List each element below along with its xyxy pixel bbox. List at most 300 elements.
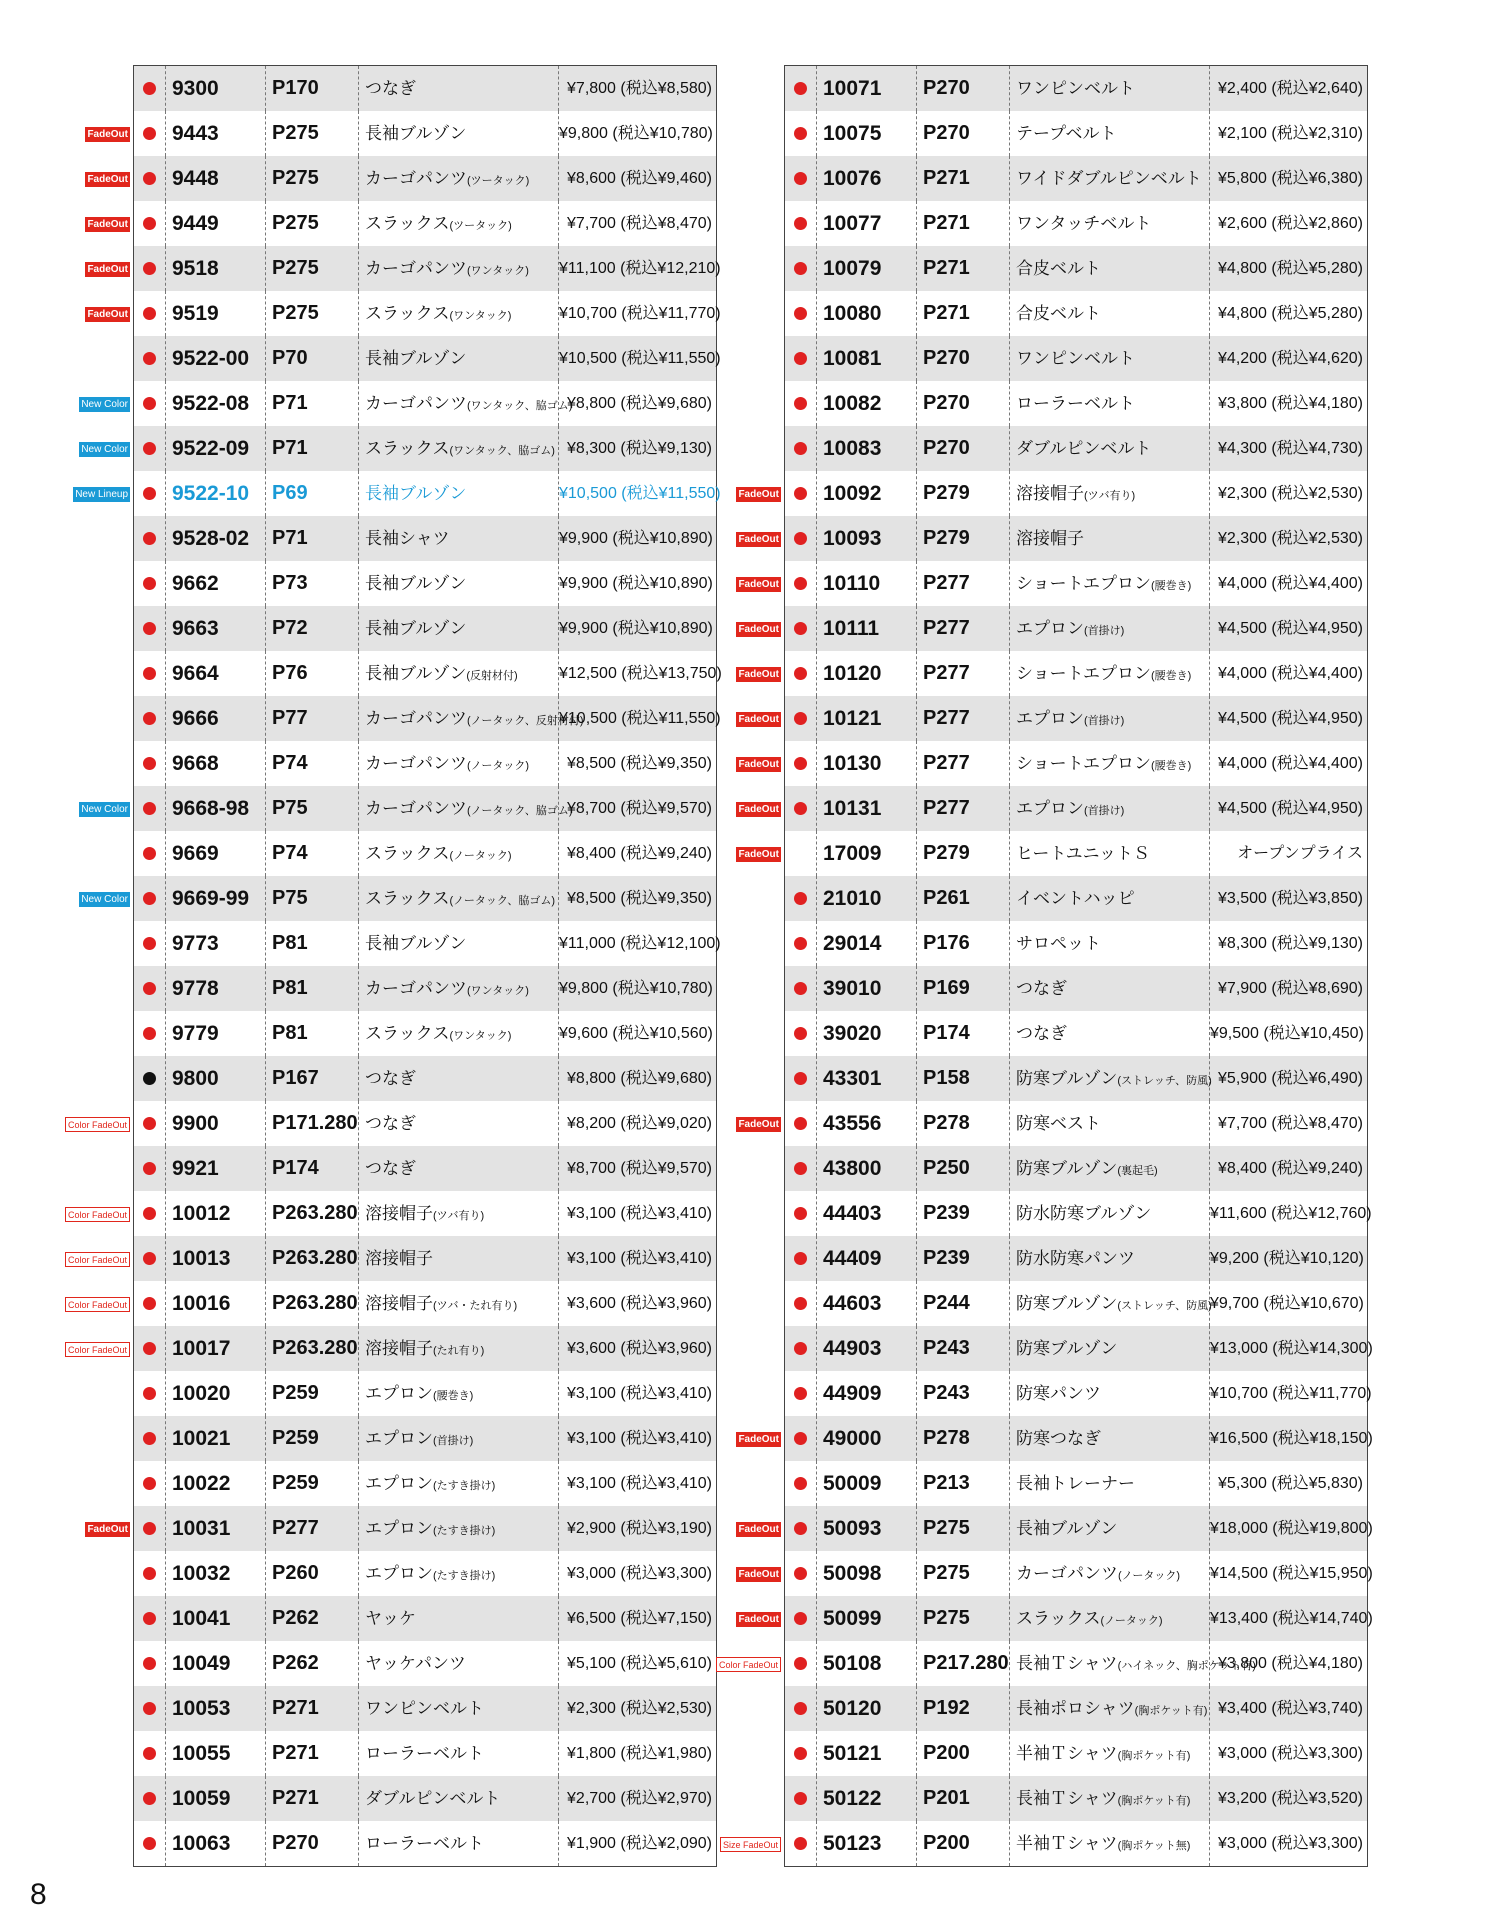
table-row (75, 471, 721, 516)
product-code: 10017 (166, 1326, 266, 1371)
catalog-page: P262 (266, 1596, 359, 1641)
table-row (785, 1281, 1367, 1326)
price: ¥7,800 (税込¥8,580) (567, 80, 712, 97)
price: ¥2,100 (税込¥2,310) (1218, 125, 1363, 142)
table-row (134, 696, 721, 741)
status-dot-cell (785, 1686, 817, 1731)
table-row (134, 1551, 716, 1596)
table-row (67, 1326, 716, 1371)
product-code: 10082 (817, 381, 917, 426)
status-dot-cell (785, 1101, 817, 1146)
product-code: 39010 (817, 966, 917, 1011)
status-dot-cell (134, 606, 166, 651)
table-row (785, 1011, 1367, 1056)
status-dot-cell (785, 1371, 817, 1416)
price: ¥3,800 (税込¥4,180) (1218, 395, 1363, 412)
table-row (785, 1731, 1367, 1776)
product-code: 39020 (817, 1011, 917, 1056)
product-name: 長袖ブルゾン (365, 619, 467, 638)
product-code: 10041 (166, 1596, 266, 1641)
product-name: ローラーベルト (365, 1744, 484, 1763)
product-code: 10020 (166, 1371, 266, 1416)
table-row (738, 516, 1367, 561)
status-badge: Size FadeOut (720, 1837, 781, 1852)
table-row (81, 426, 716, 471)
product-name-cell (1010, 606, 1210, 651)
catalog-page: P275 (266, 291, 359, 336)
status-dot-cell (134, 1821, 166, 1866)
catalog-page: P75 (266, 786, 359, 831)
catalog-page: P277 (917, 696, 1010, 741)
product-name-cell (1010, 1056, 1210, 1101)
product-code: 10083 (817, 426, 917, 471)
product-note: (ツバ・たれ有り) (433, 1300, 518, 1312)
status-badge: FadeOut (738, 534, 779, 545)
product-name-cell (359, 201, 559, 246)
status-badge: FadeOut (738, 624, 779, 635)
product-name: ローラーベルト (1016, 394, 1135, 413)
product-name: 防水防寒ブルゾン (1016, 1204, 1152, 1223)
product-name: 防寒ブルゾン (1016, 1159, 1118, 1178)
table-row (718, 1641, 1367, 1686)
product-name: 長袖シャツ (365, 529, 450, 548)
price: ¥9,800 (税込¥10,780) (559, 125, 713, 142)
product-name: ワンピンベルト (1016, 349, 1135, 368)
status-dot-cell (785, 876, 817, 921)
status-dot-icon (143, 1207, 156, 1220)
product-name-cell (359, 786, 573, 831)
status-dot-cell (134, 651, 166, 696)
product-name-cell (1010, 1641, 1256, 1686)
catalog-page: P250 (917, 1146, 1010, 1191)
catalog-page: P169 (917, 966, 1010, 1011)
product-name: スラックス (365, 214, 450, 233)
status-dot-icon (143, 82, 156, 95)
product-code: 49000 (817, 1416, 917, 1461)
status-dot-icon (794, 1342, 807, 1355)
product-name-cell (1010, 1821, 1210, 1866)
table-row (738, 1506, 1373, 1551)
product-name: 溶接帽子 (365, 1339, 433, 1358)
price: ¥6,500 (税込¥7,150) (567, 1610, 712, 1627)
product-name-cell (1010, 1551, 1210, 1596)
status-badge: FadeOut (738, 849, 779, 860)
status-dot-cell (134, 921, 166, 966)
price: ¥12,500 (税込¥13,750) (559, 665, 722, 682)
product-code: 43556 (817, 1101, 917, 1146)
status-dot-icon (794, 847, 807, 860)
catalog-page: P167 (266, 1056, 359, 1101)
status-dot-cell (785, 1056, 817, 1101)
price-table-right (718, 65, 1373, 1867)
product-name-cell (1010, 651, 1210, 696)
table-row (134, 1056, 716, 1101)
catalog-page: P279 (917, 471, 1010, 516)
product-code: 9300 (166, 66, 266, 111)
status-dot-icon (143, 1117, 156, 1130)
product-note: (腰巻き) (433, 1390, 474, 1402)
status-dot-cell (785, 111, 817, 156)
table-row (67, 1101, 716, 1146)
product-name: 長袖ブルゾン (365, 484, 467, 503)
price: ¥9,600 (税込¥10,560) (559, 1025, 713, 1042)
catalog-page: P260 (266, 1551, 359, 1596)
product-name: ワイドダブルピンベルト (1016, 169, 1202, 188)
product-code: 10120 (817, 651, 917, 696)
table-row (134, 1146, 716, 1191)
product-name-cell (359, 1731, 559, 1776)
product-code: 10012 (166, 1191, 266, 1236)
catalog-page: P271 (917, 246, 1010, 291)
status-dot-icon (794, 262, 807, 275)
product-name-cell (1010, 1011, 1210, 1056)
catalog-page: P70 (266, 336, 359, 381)
product-code: 50121 (817, 1731, 917, 1776)
product-code: 10053 (166, 1686, 266, 1731)
price: ¥9,900 (税込¥10,890) (559, 575, 713, 592)
table-row (785, 111, 1367, 156)
product-name-cell (1010, 561, 1210, 606)
status-dot-cell (785, 291, 817, 336)
product-name-cell (359, 1191, 559, 1236)
table-row (134, 741, 716, 786)
status-dot-icon (794, 1612, 807, 1625)
price: ¥4,500 (税込¥4,950) (1218, 800, 1363, 817)
catalog-page: P275 (917, 1596, 1010, 1641)
product-note: (ストレッチ、防風) (1117, 1075, 1212, 1087)
status-badge: FadeOut (738, 714, 779, 725)
status-dot-cell (785, 336, 817, 381)
product-name-cell (1010, 966, 1210, 1011)
product-note: (首掛け) (1084, 715, 1125, 727)
price: ¥1,900 (税込¥2,090) (567, 1835, 712, 1852)
product-name-cell (359, 1281, 559, 1326)
product-name-cell (359, 1056, 559, 1101)
product-name: 長袖トレーナー (1016, 1474, 1135, 1493)
status-badge: FadeOut (738, 804, 779, 815)
catalog-page: P278 (917, 1416, 1010, 1461)
status-dot-cell (785, 201, 817, 246)
product-code: 29014 (817, 921, 917, 966)
product-code: 9522-00 (166, 336, 266, 381)
price: ¥8,600 (税込¥9,460) (567, 170, 712, 187)
price: ¥8,500 (税込¥9,350) (567, 890, 712, 907)
table-row (134, 1776, 716, 1821)
status-badge: New Color (81, 804, 128, 815)
product-name: エプロン (365, 1519, 433, 1538)
status-badge: Color FadeOut (65, 1297, 130, 1312)
catalog-page: P174 (266, 1146, 359, 1191)
table-row (738, 1551, 1373, 1596)
price: ¥8,300 (税込¥9,130) (567, 440, 712, 457)
status-dot-icon (794, 442, 807, 455)
status-dot-cell (785, 786, 817, 831)
price: ¥4,800 (税込¥5,280) (1218, 305, 1363, 322)
status-dot-icon (143, 712, 156, 725)
catalog-page: P271 (917, 291, 1010, 336)
price: ¥3,800 (税込¥4,180) (1218, 1655, 1363, 1672)
catalog-page: P259 (266, 1416, 359, 1461)
catalog-page: P271 (266, 1731, 359, 1776)
product-code: 9669-99 (166, 876, 266, 921)
product-name-cell (1010, 336, 1210, 381)
product-note: (ワンタック) (467, 265, 529, 277)
table-row (738, 651, 1367, 696)
status-dot-cell (785, 966, 817, 1011)
product-name: スラックス (365, 889, 450, 908)
product-name: カーゴパンツ (365, 259, 467, 278)
table-row (785, 426, 1367, 471)
status-dot-icon (794, 1387, 807, 1400)
table-row (785, 1236, 1367, 1281)
product-name-cell (1010, 1686, 1210, 1731)
table-row (134, 1731, 716, 1776)
price: ¥3,400 (税込¥3,740) (1218, 1700, 1363, 1717)
price: ¥7,700 (税込¥8,470) (1218, 1115, 1363, 1132)
status-dot-cell (785, 1281, 817, 1326)
status-dot-cell (785, 246, 817, 291)
product-code: 10059 (166, 1776, 266, 1821)
catalog-page: P277 (917, 606, 1010, 651)
product-note: (ツータック) (449, 220, 512, 232)
table-row (785, 1461, 1367, 1506)
product-note: (首掛け) (1084, 805, 1125, 817)
product-name-cell (359, 696, 584, 741)
status-badge: Color FadeOut (65, 1252, 130, 1267)
price: ¥11,100 (税込¥12,210) (559, 260, 721, 277)
status-dot-cell (785, 1326, 817, 1371)
status-badge: FadeOut (738, 759, 779, 770)
product-code: 44909 (817, 1371, 917, 1416)
price: ¥11,000 (税込¥12,100) (559, 935, 721, 952)
status-badge: New Color (81, 444, 128, 455)
table-row (87, 201, 716, 246)
table-row (738, 1596, 1373, 1641)
table-row (87, 111, 716, 156)
status-dot-icon (794, 892, 807, 905)
product-name-cell (359, 1101, 559, 1146)
product-name-cell (1010, 516, 1210, 561)
product-code: 44603 (817, 1281, 917, 1326)
status-dot-icon (794, 757, 807, 770)
product-name: エプロン (1016, 799, 1084, 818)
product-code: 10022 (166, 1461, 266, 1506)
status-dot-icon (794, 1207, 807, 1220)
status-badge: FadeOut (738, 489, 779, 500)
product-code: 9662 (166, 561, 266, 606)
table-row (722, 1821, 1367, 1866)
product-name: 溶接帽子 (365, 1249, 433, 1268)
status-dot-cell (134, 876, 166, 921)
product-code: 10093 (817, 516, 917, 561)
product-name-cell (1010, 1776, 1210, 1821)
product-name: 長袖ブルゾン (365, 934, 467, 953)
status-dot-cell (134, 1191, 166, 1236)
table-row (785, 201, 1367, 246)
product-code: 10016 (166, 1281, 266, 1326)
product-name: ダブルピンベルト (365, 1789, 501, 1808)
product-note: (ツバ有り) (1084, 490, 1136, 502)
catalog-page: P277 (917, 786, 1010, 831)
product-name-cell (1010, 1191, 1210, 1236)
catalog-page: P259 (266, 1371, 359, 1416)
price: ¥16,500 (税込¥18,150) (1210, 1430, 1373, 1447)
status-dot-icon (794, 487, 807, 500)
product-name: 防寒ブルゾン (1016, 1069, 1118, 1088)
status-dot-icon (794, 82, 807, 95)
product-note: (ワンタック、脇ゴム) (467, 400, 573, 412)
product-code: 10080 (817, 291, 917, 336)
table-row (785, 921, 1367, 966)
product-code: 10081 (817, 336, 917, 381)
status-dot-cell (134, 696, 166, 741)
table-row (134, 516, 716, 561)
product-name-cell (359, 1416, 559, 1461)
price: ¥2,300 (税込¥2,530) (567, 1700, 712, 1717)
table-row (134, 966, 716, 1011)
catalog-page: P69 (266, 471, 359, 516)
status-dot-icon (794, 532, 807, 545)
catalog-page: P71 (266, 426, 359, 471)
status-dot-icon (143, 487, 156, 500)
product-note: (たすき掛け) (433, 1525, 496, 1537)
table-row (87, 1506, 716, 1551)
product-name-cell (1010, 921, 1210, 966)
status-dot-cell (134, 1461, 166, 1506)
product-note: (裏起毛) (1117, 1165, 1158, 1177)
product-name: ダブルピンベルト (1016, 439, 1152, 458)
table-row (67, 1281, 716, 1326)
product-code: 9800 (166, 1056, 266, 1101)
product-name-cell (1010, 381, 1210, 426)
product-note: (ノータック) (1100, 1615, 1163, 1627)
catalog-page: P270 (917, 381, 1010, 426)
status-dot-icon (143, 307, 156, 320)
product-code: 10013 (166, 1236, 266, 1281)
status-dot-icon (794, 1162, 807, 1175)
product-code: 9779 (166, 1011, 266, 1056)
status-dot-cell (785, 516, 817, 561)
product-note: (たすき掛け) (433, 1480, 496, 1492)
status-dot-cell (785, 1011, 817, 1056)
status-dot-icon (794, 1837, 807, 1850)
status-dot-cell (134, 1056, 166, 1101)
product-code: 9900 (166, 1101, 266, 1146)
product-code: 10111 (817, 606, 917, 651)
product-name-cell (359, 1776, 559, 1821)
price: ¥11,600 (税込¥12,760) (1210, 1205, 1372, 1222)
price: ¥8,400 (税込¥9,240) (567, 845, 712, 862)
product-code: 10079 (817, 246, 917, 291)
product-name: ショートエプロン (1016, 664, 1151, 683)
product-code: 9528-02 (166, 516, 266, 561)
product-name: つなぎ (1016, 979, 1067, 998)
product-name-cell (359, 1011, 559, 1056)
product-code: 10049 (166, 1641, 266, 1686)
status-dot-cell (785, 1641, 817, 1686)
product-name: カーゴパンツ (365, 709, 467, 728)
product-name-cell (359, 246, 559, 291)
price: ¥2,700 (税込¥2,970) (567, 1790, 712, 1807)
status-badge: New Color (81, 894, 128, 905)
price: ¥9,800 (税込¥10,780) (559, 980, 713, 997)
table-row (134, 561, 716, 606)
product-code: 10131 (817, 786, 917, 831)
product-code: 10055 (166, 1731, 266, 1776)
catalog-page: P279 (917, 831, 1010, 876)
status-dot-icon (794, 217, 807, 230)
product-name-cell (1010, 876, 1210, 921)
product-name-cell (1010, 1596, 1210, 1641)
catalog-page: P275 (917, 1506, 1010, 1551)
status-dot-icon (143, 667, 156, 680)
price: ¥14,500 (税込¥15,950) (1210, 1565, 1373, 1582)
catalog-page: P74 (266, 741, 359, 786)
product-name-cell (359, 876, 559, 921)
status-badge: FadeOut (738, 579, 779, 590)
status-dot-icon (143, 1747, 156, 1760)
product-name: 合皮ベルト (1016, 304, 1101, 323)
product-name-cell (359, 966, 559, 1011)
status-dot-icon (794, 1027, 807, 1040)
table-row (738, 696, 1367, 741)
product-name: つなぎ (1016, 1024, 1067, 1043)
table-row (738, 606, 1367, 651)
product-name: スラックス (365, 304, 450, 323)
status-dot-cell (134, 336, 166, 381)
catalog-page: P243 (917, 1326, 1010, 1371)
status-dot-cell (134, 516, 166, 561)
product-code: 10121 (817, 696, 917, 741)
product-name: ワンピンベルト (365, 1699, 484, 1718)
status-dot-icon (794, 352, 807, 365)
status-dot-icon (143, 442, 156, 455)
catalog-page: P73 (266, 561, 359, 606)
table-row (785, 1146, 1367, 1191)
status-dot-cell (134, 291, 166, 336)
product-note: (首掛け) (433, 1435, 474, 1447)
product-code: 50120 (817, 1686, 917, 1731)
price: ¥10,500 (税込¥11,550) (559, 485, 721, 502)
status-dot-cell (134, 831, 166, 876)
status-dot-cell (785, 471, 817, 516)
product-code: 10031 (166, 1506, 266, 1551)
status-dot-icon (794, 1477, 807, 1490)
product-name: 溶接帽子 (365, 1294, 433, 1313)
product-code: 9519 (166, 291, 266, 336)
status-dot-cell (134, 246, 166, 291)
price: ¥3,100 (税込¥3,410) (567, 1205, 712, 1222)
status-dot-cell (785, 1551, 817, 1596)
status-dot-cell (134, 1686, 166, 1731)
table-row (738, 1416, 1373, 1461)
status-dot-cell (134, 426, 166, 471)
catalog-page: P174 (917, 1011, 1010, 1056)
product-name-cell (1010, 471, 1210, 516)
status-dot-cell (785, 831, 817, 876)
product-name: スラックス (1016, 1609, 1101, 1628)
price: ¥2,600 (税込¥2,860) (1218, 215, 1363, 232)
product-name-cell (1010, 1146, 1210, 1191)
status-dot-icon (143, 1792, 156, 1805)
product-name-cell (1010, 1506, 1210, 1551)
status-dot-icon (143, 1342, 156, 1355)
status-dot-cell (785, 561, 817, 606)
product-name: 溶接帽子 (365, 1204, 433, 1223)
price: ¥8,700 (税込¥9,570) (567, 800, 712, 817)
product-note: (ストレッチ、防風) (1117, 1300, 1212, 1312)
product-name: サロペット (1016, 934, 1101, 953)
